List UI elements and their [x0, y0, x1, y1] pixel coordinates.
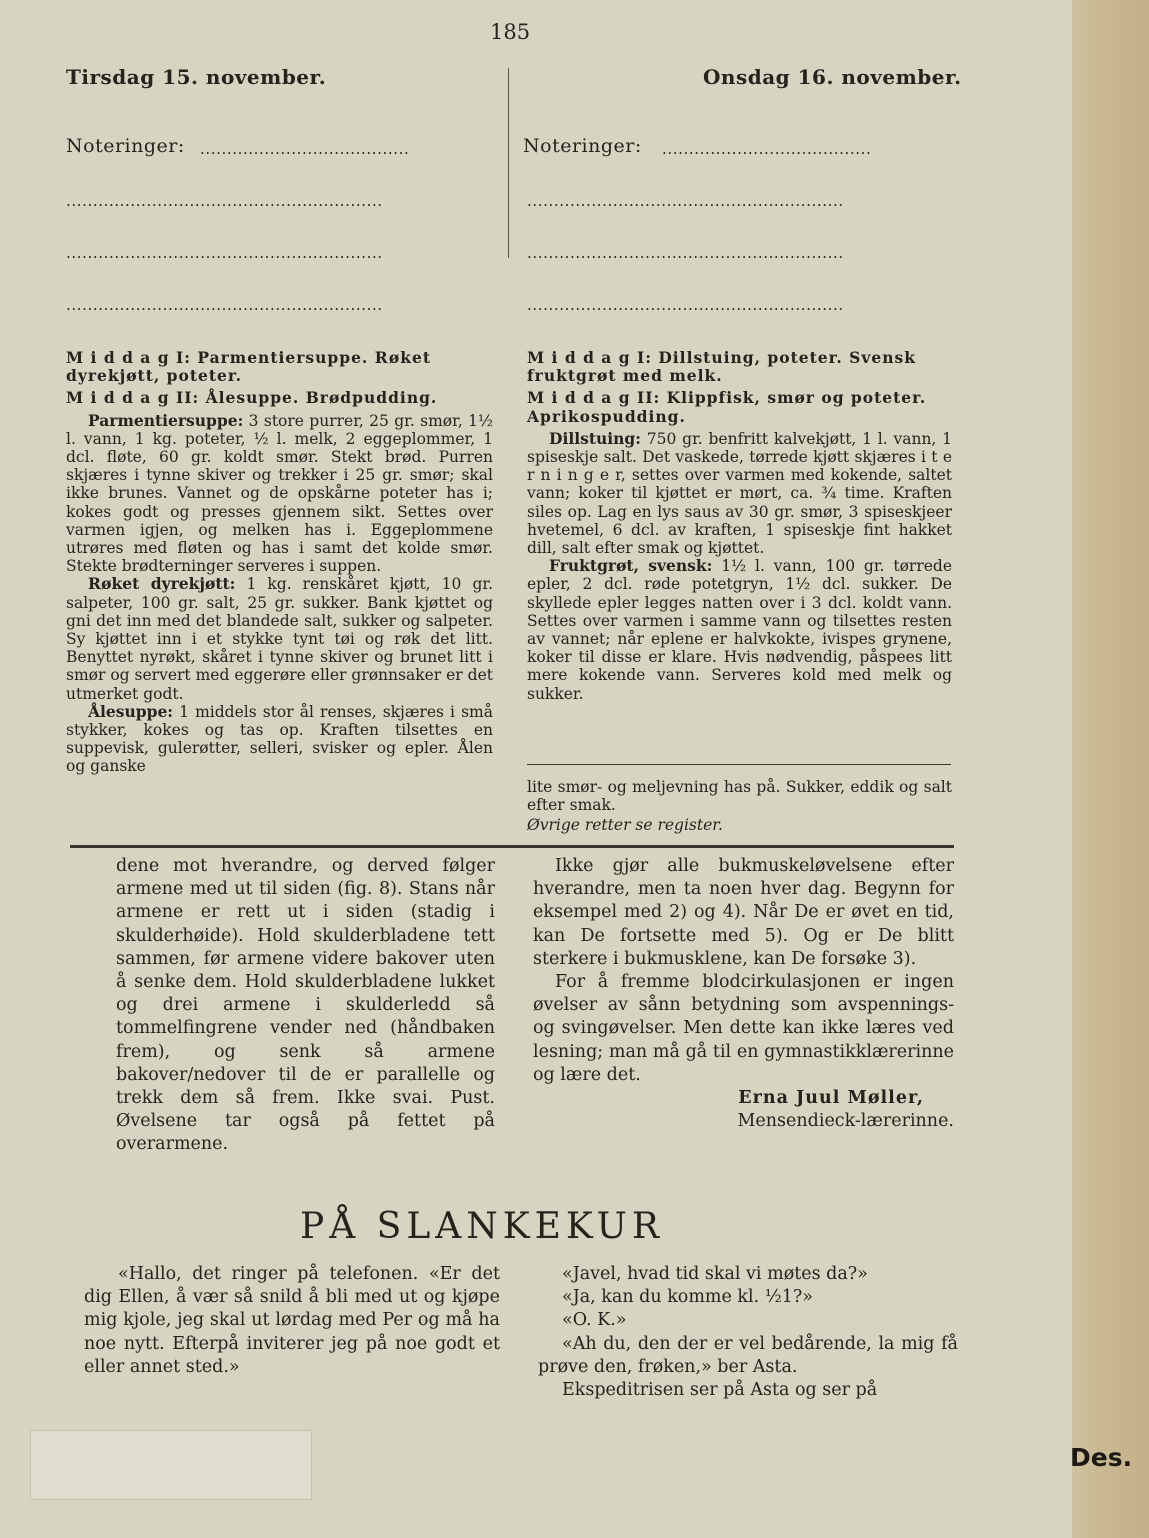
left-notes-line: ...........................................................: [66, 244, 383, 262]
register-note: Øvrige retter se register.: [527, 816, 723, 835]
story-line: «Ja, kan du komme kl. ½1?»: [562, 1287, 813, 1308]
recipe-name: Fruktgrøt, svensk:: [549, 556, 713, 576]
article-right-column: [533, 855, 954, 1133]
story-paragraph: «Hallo, det ringer på telefonen. «Er det dig Ellen, å vær så snild å bli med ut og kjøpe mig kjole, jeg skal ut lørdag med Per og må ha noe nytt. Efterpå inviterer jeg på noe godt et eller annet sted.»: [84, 1264, 500, 1377]
left-day-heading: Tirsdag 15. november.: [66, 65, 327, 89]
recipe-dillstuing: [527, 430, 952, 557]
right-menu-1: M i d d a g I: Dillstuing, poteter. Svensk fruktgrøt med melk.: [527, 348, 916, 386]
story-title: PÅ SLANKEKUR: [300, 1206, 664, 1247]
recipe-text: 1½ l. vann, 100 gr. tørrede epler, 2 dcl. røde potetgryn, 1½ dcl. sukker. De skyllede epler legges natten over i 3 dcl. koldt vann. Settes over varmen i samme vann og tilsettes resten av vannet; når eplene er halvkokte, ivispes grynene, koker til disse er klare. Hvis nødvendig, påspees litt mere kokende vann. Serveres kold med melk og sukker.: [527, 557, 952, 703]
left-recipes: [66, 349, 493, 776]
right-notes-label: Noteringer:: [523, 135, 642, 157]
article-paragraph: For å fremme blodcirkulasjonen er ingen øvelser av sånn betydning som avspennings- og svingøvelser. Men dette kan ikke læres ved lesning; man må gå til en gymnastikklærerinne og lære det.: [533, 972, 954, 1085]
left-notes-label: Noteringer:: [66, 135, 185, 157]
article-author: Erna Juul Møller,: [738, 1088, 924, 1109]
continuation-rule: [527, 764, 951, 765]
right-day-heading: Onsdag 16. november.: [703, 65, 962, 89]
recipe-text: 1 kg. renskåret kjøtt, 10 gr. salpeter, 100 gr. salt, 25 gr. sukker. Bank kjøttet og gni det inn med det blandede salt, sukker og salpeter. Sy kjøttet inn i et stykke tynt tøi og røk det litt. Benyttet nyrøkt, skåret i tynne skiver og brunet litt i smør og servert med eggerøre eller grønnsaker er det utmerket godt.: [66, 575, 493, 703]
left-notes-line: .......................................: [200, 140, 410, 158]
recipe-alesuppe: [66, 703, 493, 776]
right-menu-2: M i d d a g II: Klippfisk, smør og poteter. Aprikospudding.: [527, 388, 927, 426]
left-notes-line: ...........................................................: [66, 192, 383, 210]
story-line: «O. K.»: [562, 1310, 627, 1331]
story-right-column: [538, 1263, 958, 1402]
story-line: «Javel, hvad tid skal vi møtes da?»: [562, 1264, 868, 1284]
column-divider: [508, 68, 509, 258]
recipe-name: Røket dyrekjøtt:: [88, 574, 236, 594]
right-recipes: [527, 349, 952, 703]
section-rule: [70, 845, 954, 848]
recipe-fruktgrot: [527, 557, 952, 703]
recipe-text: 1 middels stor ål renses, skjæres i små stykker, kokes og tas op. Kraften tilsettes en suppevisk, gulerøtter, selleri, svisker og epler. Ålen og ganske: [66, 702, 493, 776]
recipe-name: Ålesuppe:: [88, 701, 174, 721]
article-paragraph: Ikke gjør alle bukmuskeløvelsene efter hverandre, men ta noen hver dag. Begynn for eksempel med 2) og 4). Når De er øvet en tid, kan De fortsette med 5). Og er De blitt sterkere i bukmusklene, kan De forsøke 3).: [533, 856, 954, 969]
article-left-column: [116, 855, 495, 1157]
month-tab: Des.: [1070, 1443, 1133, 1472]
story-left-column: [84, 1263, 500, 1379]
right-notes-line: ...........................................................: [527, 296, 844, 314]
recipe-name: Dillstuing:: [549, 428, 641, 448]
continuation-text: lite smør- og meljevning has på. Sukker, eddik og salt efter smak.: [527, 778, 952, 815]
recipe-text: 3 store purrer, 25 gr. smør, 1½ l. vann, 1 kg. poteter, ½ l. melk, 2 eggeplommer, 1 dcl. fløte, 60 gr. koldt smør. Stekt brød. Purren skjæres i tynne skiver og trekker i 25 gr. smør; skal ikke brunes. Vannet og de opskårne poteter has i; kokes godt og presses gjennem sikt. Settes over varmen igjen, og melken has i. Eggeplommene utrøres med fløten og has i samt det kolde smør. Stekte brødterninger serveres i suppen.: [66, 411, 493, 576]
article-author-title: Mensendieck-lærerinne.: [737, 1111, 954, 1132]
left-notes-line: ...........................................................: [66, 296, 383, 314]
article-paragraph: dene mot hverandre, og derved følger armene med ut til siden (fig. 8). Stans når armene er rett ut i siden (stadig i skulderhøide). Hold skulderbladene tett sammen, før armene videre bakover uten å senke dem. Hold skulderbladene lukket og drei armene i skulderledd så tommelfingrene vender ned (håndbaken frem), og senk så armene bakover/nedover til de er parallelle og trekk dem så frem. Ikke svai. Pust. Øvelsene tar også på fettet på overarmene.: [116, 856, 495, 1155]
paper-patch: [30, 1430, 312, 1500]
left-menu-1: M i d d a g I: Parmentiersuppe. Røket dyrekjøtt, poteter.: [66, 348, 431, 386]
right-continuation: [527, 778, 952, 835]
story-line: «Ah du, den der er vel bedårende, la mig få prøve den, frøken,» ber Asta.: [538, 1333, 958, 1377]
right-notes-line: ...........................................................: [527, 244, 844, 262]
page-edge: [1072, 0, 1149, 1538]
recipe-name: Parmentiersuppe:: [88, 410, 244, 430]
left-menu-2: M i d d a g II: Ålesuppe. Brødpudding.: [66, 388, 438, 408]
recipe-roket-dyrekjott: [66, 575, 493, 702]
recipe-text: 750 gr. benfritt kalvekjøtt, 1 l. vann, 1 spiseskje salt. Det vaskede, tørrede kjøtt skjæres i t e r n i n g e r, settes over varmen med kokende, saltet vann; koker til kjøttet er mørt, ca. ¾ time. Kraften siles op. Lag en lys saus av 30 gr. smør, 3 spiseskjeer hvetemel, 6 dcl. av kraften, 1 spiseskje fint hakket dill, salt efter smak og kjøttet.: [527, 429, 952, 558]
recipe-parmentiersuppe: [66, 412, 493, 576]
right-notes-line: .......................................: [662, 140, 872, 158]
page-number: 185: [490, 20, 531, 44]
story-line: Ekspeditrisen ser på Asta og ser på: [562, 1380, 878, 1401]
right-notes-line: ...........................................................: [527, 192, 844, 210]
